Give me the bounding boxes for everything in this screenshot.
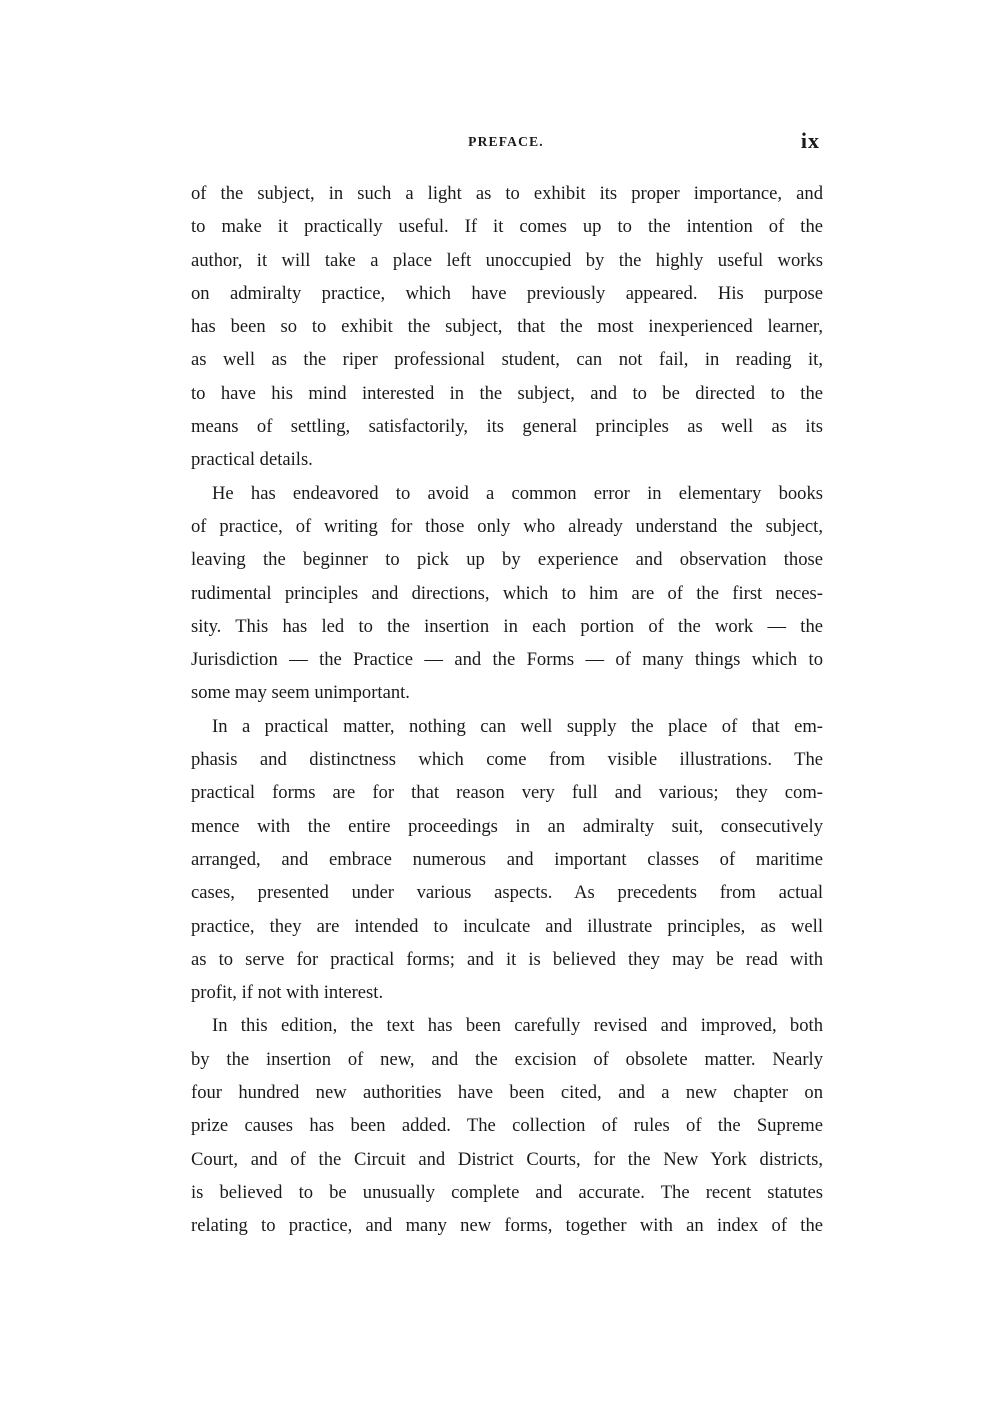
text-line: Jurisdiction — the Practice — and the Forms — of many things which to [191, 649, 823, 671]
text-line: relating to practice, and many new forms, together with an index of the [191, 1215, 823, 1237]
text-line: practical forms are for that reason very full and various; they com- [191, 782, 823, 804]
text-line: of the subject, in such a light as to exhibit its proper importance, and [191, 183, 823, 204]
text-line: arranged, and embrace numerous and important classes of maritime [191, 848, 823, 870]
text-line: of practice, of writing for those only who already understand the subject, [191, 515, 823, 537]
paragraph-3 [191, 710, 823, 1010]
text-line: phasis and distinctness which come from visible illustrations. The [191, 749, 823, 771]
text-line: some may seem unimportant. [191, 682, 410, 704]
text-line: prize causes has been added. The collection of rules of the Supreme [191, 1115, 823, 1137]
text-line: to make it practically useful. If it comes up to the intention of the [191, 216, 823, 238]
text-line: In a practical matter, nothing can well supply the place of that em- [212, 715, 823, 737]
paragraph-4 [191, 1009, 823, 1242]
text-line: as to serve for practical forms; and it is believed they may be read with [191, 948, 823, 970]
text-line: profit, if not with interest. [191, 982, 384, 1004]
text-line: mence with the entire proceedings in an admiralty suit, consecutively [191, 815, 823, 837]
text-line: practical details. [191, 449, 313, 471]
running-head [190, 128, 822, 158]
text-line: In this edition, the text has been carefully revised and improved, both [212, 1015, 823, 1037]
body-text [191, 177, 823, 1243]
text-line: He has endeavored to avoid a common error in elementary books [212, 482, 823, 504]
text-line: practice, they are intended to inculcate and illustrate principles, as well [191, 915, 823, 937]
paragraph-1 [191, 177, 823, 477]
text-line: Court, and of the Circuit and District Courts, for the New York districts, [191, 1148, 823, 1170]
paragraph-2 [191, 477, 823, 710]
text-line: sity. This has led to the insertion in each portion of the work — the [191, 615, 823, 637]
text-line: leaving the beginner to pick up by experience and observation those [191, 549, 823, 571]
text-line: author, it will take a place left unoccupied by the highly useful works [191, 249, 823, 271]
text-line: to have his mind interested in the subject, and to be directed to the [191, 382, 823, 404]
text-line: by the insertion of new, and the excision of obsolete matter. Nearly [191, 1048, 823, 1070]
running-title: PREFACE. [468, 134, 544, 149]
text-line: as well as the riper professional student, can not fail, in reading it, [191, 349, 823, 371]
text-line: on admiralty practice, which have previously appeared. His purpose [191, 282, 823, 304]
text-line: means of settling, satisfactorily, its general principles as well as its [191, 416, 823, 438]
text-line: has been so to exhibit the subject, that the most inexperienced learner, [191, 316, 823, 338]
page-number: ix [800, 128, 820, 153]
text-line: four hundred new authorities have been cited, and a new chapter on [191, 1082, 823, 1104]
text-line: cases, presented under various aspects. As precedents from actual [191, 882, 823, 904]
text-line: rudimental principles and directions, which to him are of the first neces- [191, 582, 823, 604]
text-line: is believed to be unusually complete and accurate. The recent statutes [191, 1181, 823, 1203]
